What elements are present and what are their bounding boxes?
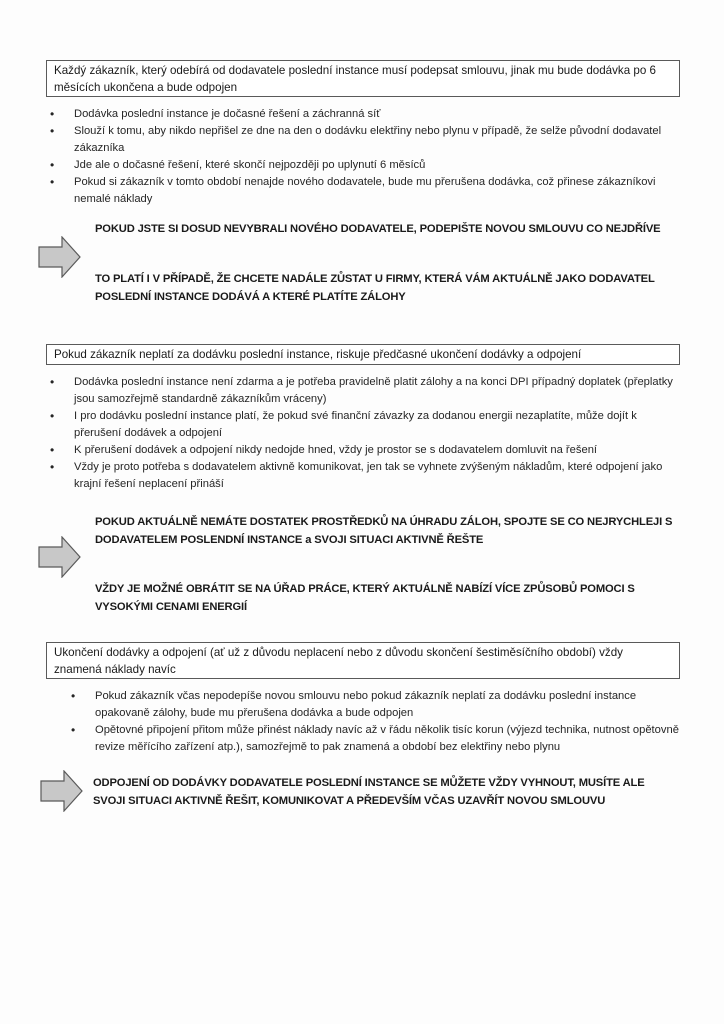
section-2-bullet-list <box>47 374 677 493</box>
bullet-item: • Pokud zákazník včas nepodepíše novou smlouvu nebo pokud zákazník neplatí za dodávku poslední instance opakovaně zálohy, bude mu přerušena dodávka a bude odpojen <box>68 688 688 722</box>
section-2-callout-1: POKUD AKTUÁLNĚ NEMÁTE DOSTATEK PROSTŘEDKŮ NA ÚHRADU ZÁLOH, SPOJTE SE CO NEJRYCHLEJI S DODAVATELEM POSLENDNÍ INSTANCE a SVOJI SITUACI AKTIVNĚ ŘEŠTE <box>95 516 673 546</box>
section-2-heading-box <box>46 344 680 365</box>
section-3-heading-box <box>46 642 680 679</box>
section-1-callout-2: TO PLATÍ I V PŘÍPADĚ, ŽE CHCETE NADÁLE ZŮSTAT U FIRMY, KTERÁ VÁM AKTUÁLNĚ JAKO DODAVATEL POSLEDNÍ INSTANCE DODÁVÁ A KTERÉ PLATÍTE ZÁLOHY <box>95 273 655 303</box>
section-3-bullet-list <box>68 688 688 756</box>
right-arrow-icon <box>38 236 82 278</box>
bullet-item: • Slouží k tomu, aby nikdo nepřišel ze dne na den o dodávku elektřiny nebo plynu v případě, že selže původní dodavatel zákazníka <box>47 123 677 157</box>
bullet-item: • Pokud si zákazník v tomto období nenajde nového dodavatele, bude mu přerušena dodávka, což přinese zákazníkovi nemalé náklady <box>47 174 677 208</box>
bullet-item: • Opětovné připojení přitom může přinést náklady navíc až v řádu několik tisíc korun (výjezd technika, nutnost opětovně revize měřícího zařízení atp.), samozřejmě to pak znamená a období bez elektřiny nebo plynu <box>68 722 688 756</box>
bullet-item: • K přerušení dodávek a odpojení nikdy nedojde hned, vždy je prostor se s dodavatelem domluvit na řešení <box>47 442 677 459</box>
bullet-item: • Dodávka poslední instance je dočasné řešení a záchranná síť <box>47 106 677 123</box>
section-2-callout-2: VŽDY JE MOŽNÉ OBRÁTIT SE NA ÚŘAD PRÁCE, KTERÝ AKTUÁLNĚ NABÍZÍ VÍCE ZPŮSOBŮ POMOCI S VYSOKÝMI CENAMI ENERGIÍ <box>95 583 635 613</box>
section-1-bullet-list <box>47 106 677 208</box>
right-arrow-icon <box>38 536 82 578</box>
section-1-callout-1: POKUD JSTE SI DOSUD NEVYBRALI NOVÉHO DODAVATELE, PODEPIŠTE NOVOU SMLOUVU CO NEJDŘÍVE <box>95 223 661 235</box>
bullet-item: • I pro dodávku poslední instance platí, že pokud své finanční závazky za dodanou energii nezaplatíte, může dojít k přerušení dodávek a odpojení <box>47 408 677 442</box>
section-1-heading: Každý zákazník, který odebírá od dodavatele poslední instance musí podepsat smlouvu, jinak mu bude dodávka po 6 měsících ukončena a bude odpojen <box>54 64 656 94</box>
section-2-heading: Pokud zákazník neplatí za dodávku poslední instance, riskuje předčasné ukončení dodávky a odpojení <box>54 348 582 361</box>
bullet-item: • Vždy je proto potřeba s dodavatelem aktivně komunikovat, jen tak se vyhnete zvýšeným nákladům, které odpojení jako krajní řešení neplacení přináší <box>47 459 677 493</box>
right-arrow-icon <box>40 770 84 812</box>
bullet-item: • Jde ale o dočasné řešení, které skončí nejpozději po uplynutí 6 měsíců <box>47 157 677 174</box>
section-3-callout-1: ODPOJENÍ OD DODÁVKY DODAVATELE POSLEDNÍ INSTANCE SE MŮŽETE VŽDY VYHNOUT, MUSÍTE ALE SVOJI SITUACI AKTIVNĚ ŘEŠIT, KOMUNIKOVAT A PŘEDEVŠÍM VČAS UZAVŘÍT NOVOU SMLOUVU <box>93 777 645 807</box>
section-1-heading-box <box>46 60 680 97</box>
section-3-heading: Ukončení dodávky a odpojení (ať už z důvodu neplacení nebo z důvodu skončení šestiměsíčního období) vždy znamená náklady navíc <box>54 646 623 676</box>
bullet-item: • Dodávka poslední instance není zdarma a je potřeba pravidelně platit zálohy a na konci DPI případný doplatek (přeplatky jsou samozřejmě standardně zákazníkům vráceny) <box>47 374 677 408</box>
